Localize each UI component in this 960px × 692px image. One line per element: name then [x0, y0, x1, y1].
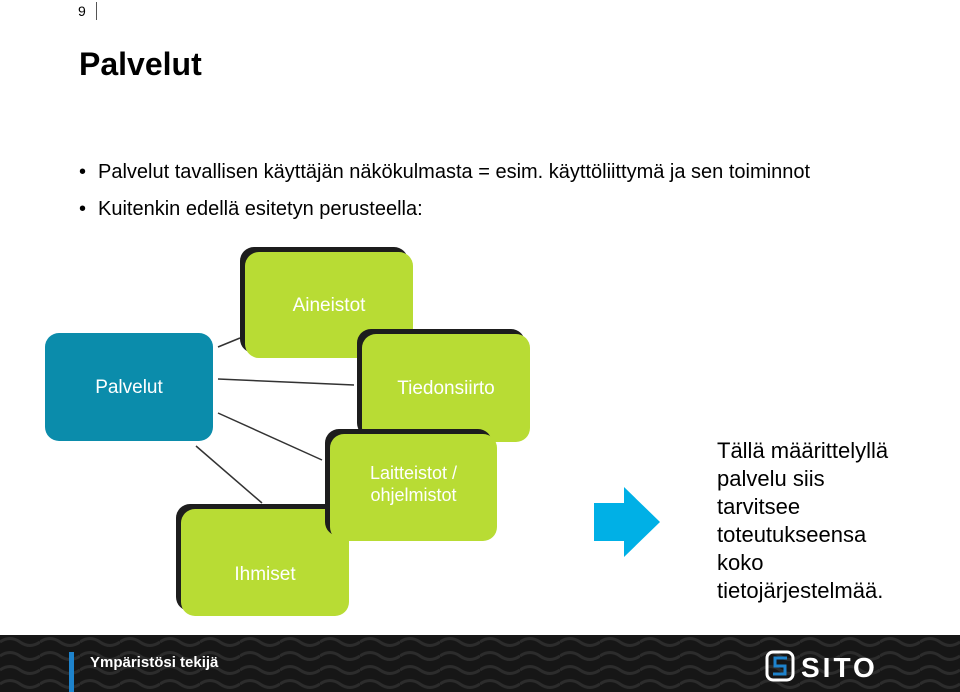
diagram-node-label-line2: ohjelmistot — [370, 484, 457, 505]
diagram-node-ihmiset — [181, 509, 349, 616]
conclusion-line: tietojärjestelmää. — [717, 578, 884, 603]
bullet-dot-icon: • — [79, 161, 87, 183]
connector-tiedonsiirto — [218, 379, 354, 385]
bullet-text: Kuitenkin edellä esitetyn perusteella: — [98, 198, 423, 220]
sito-logo-icon — [765, 649, 895, 683]
diagram-node-label: Tiedonsiirto — [397, 377, 495, 399]
connector-ihmiset — [196, 446, 262, 503]
arrow-right-icon — [594, 487, 660, 557]
conclusion-line: Tällä määrittelyllä — [717, 438, 889, 463]
connector-laitteistot — [218, 413, 322, 460]
conclusion-line: toteutukseensa — [717, 522, 867, 547]
page-title: Palvelut — [79, 46, 202, 82]
page-number: 9 — [78, 3, 86, 19]
diagram-node-label: Palvelut — [95, 376, 163, 398]
diagram-node-palvelut — [45, 333, 213, 441]
footer-accent-bar — [69, 652, 74, 692]
conclusion-line: tarvitsee — [717, 494, 801, 519]
diagram-node-tiedonsiirto — [362, 334, 530, 442]
connector-aineistot — [218, 338, 240, 347]
footer-slogan: Ympäristösi tekijä — [90, 654, 219, 671]
conclusion-line: palvelu siis — [717, 466, 825, 491]
conclusion-text — [717, 437, 952, 605]
bullet-text: Palvelut tavallisen käyttäjän näkökulmasta = esim. käyttöliittymä ja sen toiminnot — [98, 161, 811, 183]
diagram-node-label-line1: Laitteistot / — [369, 462, 458, 483]
logo-text: SITO — [801, 652, 878, 683]
diagram-node-label: Aineistot — [292, 294, 366, 316]
bullet-dot-icon: • — [79, 198, 87, 220]
conclusion-line: koko — [717, 550, 764, 575]
diagram-node-label: Ihmiset — [234, 564, 296, 585]
diagram-node-laitteistot — [330, 434, 497, 541]
